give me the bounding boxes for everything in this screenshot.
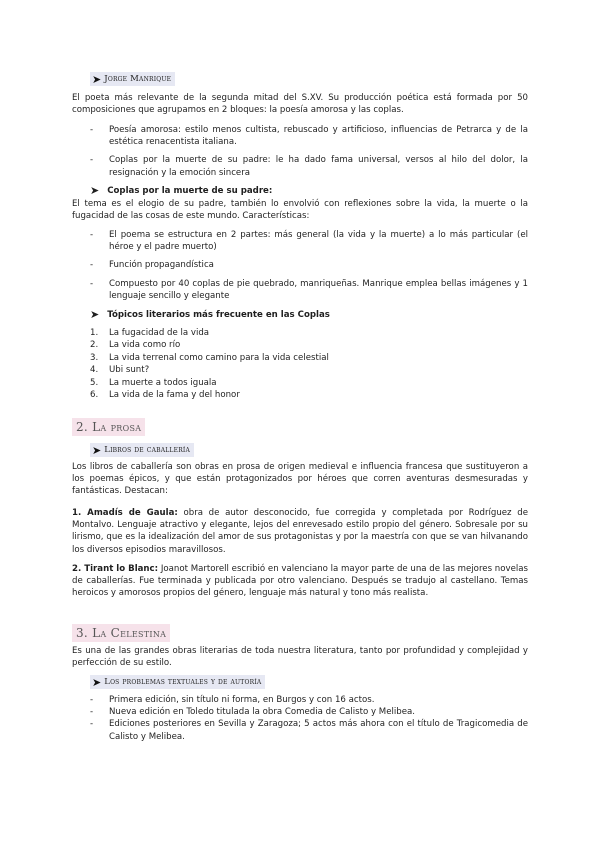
jorge-manrique-heading [90,72,175,86]
list-item: - Primera edición, sin título ni forma, en Burgos y con 16 actos. [90,694,528,706]
list-item: 1. La fugacidad de la vida [90,328,210,338]
list-item: - Ediciones posteriores en Sevilla y Zaragoza; 5 actos más ahora con el título de Tragicomedia de Calisto y Melibea. [90,718,528,742]
coplas-heading-text: Coplas por la muerte de su padre: [107,185,273,196]
coplas-heading [90,184,272,197]
libros-caballeria-heading [90,443,194,457]
section-heading-celestina [72,624,170,642]
list-item: 6. La vida de la fama y del honor [90,390,240,401]
list-item: 3. La vida terrenal como camino para la vida celestial [90,352,329,363]
arrow-bullet-icon: ➤ [92,72,102,86]
tirant-title: 2. Tirant lo Blanc: [72,564,159,574]
topicos-heading-text: Tópicos literarios más frecuente en las Coplas [107,309,330,320]
arrow-bullet-icon: ➤ [90,184,100,197]
problemas-textuales-heading [90,675,265,689]
list-item: - El poema se estructura en 2 partes: más general (la vida y la muerte) a lo más particular (el héroe y el padre muerto) [90,229,528,253]
heading-text: Libros de caballería [104,445,191,455]
list-item: 4. Ubi sunt? [90,365,150,376]
list-item: - Poesía amorosa: estilo menos cultista, rebuscado y artificioso, influencias de Petrarca y de la estética renacentista italiana. [90,124,528,148]
manrique-intro: El poeta más relevante de la segunda mitad del S.XV. Su producción poética está formada por 50 composiciones que agrupamos en 2 bloques: la poesía amorosa y las coplas. [72,93,528,116]
list-item: - Función propagandística [90,259,528,271]
tirant-paragraph [72,563,528,600]
caballeria-intro: Los libros de caballería son obras en prosa de origen medieval e influencia francesa que sustituyeron a los poemas épicos, y que están protagonizados por héroes que corren aventuras desmesuradas y fantásticas. Destacan: [72,462,528,497]
section-title: 2. La prosa [76,420,142,434]
coplas-description: El tema es el elogio de su padre, también lo envolvió con reflexiones sobre la vida, la muerte o la fugacidad de las cosas de este mundo. Características: [72,199,528,222]
celestina-editions-list [90,694,528,743]
list-item: - Compuesto por 40 coplas de pie quebrado, manriqueñas. Manrique emplea bellas imágenes y 1 lenguaje sencillo y elegante [90,278,528,302]
section-heading-prosa [72,418,145,436]
arrow-bullet-icon: ➤ [92,443,102,457]
section-title: 3. La Celestina [76,626,167,640]
list-item: - Coplas por la muerte de su padre: le ha dado fama universal, versos al hilo del dolor, la resignación y la emoción sincera [90,154,528,178]
list-item: - Nueva edición en Toledo titulada la obra Comedia de Calisto y Melibea. [90,706,528,718]
celestina-intro: Es una de las grandes obras literarias de toda nuestra literatura, tanto por profundidad y complejidad y perfección de su estilo. [72,646,528,669]
manrique-poetry-list [90,124,528,179]
arrow-bullet-icon: ➤ [90,308,100,321]
topicos-heading [90,308,330,321]
arrow-bullet-icon: ➤ [92,675,102,689]
heading-text: Jorge Manrique [104,74,172,84]
list-item: 5. La muerte a todos iguala [90,377,217,388]
tirant-text: Joanot Martorell escribió en valenciano la mayor parte de una de las mejores novelas de caballerías. Fue terminada y publicada por otro valenciano. Después se tradujo al castellano. Temas heroicos y amorosos propios del género, lenguaje más natural y tono más realista. [72,564,528,599]
list-item: 2. La vida como río [90,340,181,351]
amadis-paragraph [72,507,528,556]
heading-text: Los problemas textuales y de autoría [104,677,262,687]
amadis-text: obra de autor desconocido, fue corregida y completada por Rodríguez de Montalvo. Lenguaje atractivo y elegante, lejos del enrevesado estilo propio del género. Sobresale por su lirismo, que es la idealización del amor de sus protagonistas y por la maestría con que se van hilvanando los diversos episodios maravillosos. [72,508,528,555]
coplas-characteristics-list [90,229,528,302]
topicos-list [90,327,528,401]
amadis-title: 1. Amadís de Gaula: [72,508,178,518]
